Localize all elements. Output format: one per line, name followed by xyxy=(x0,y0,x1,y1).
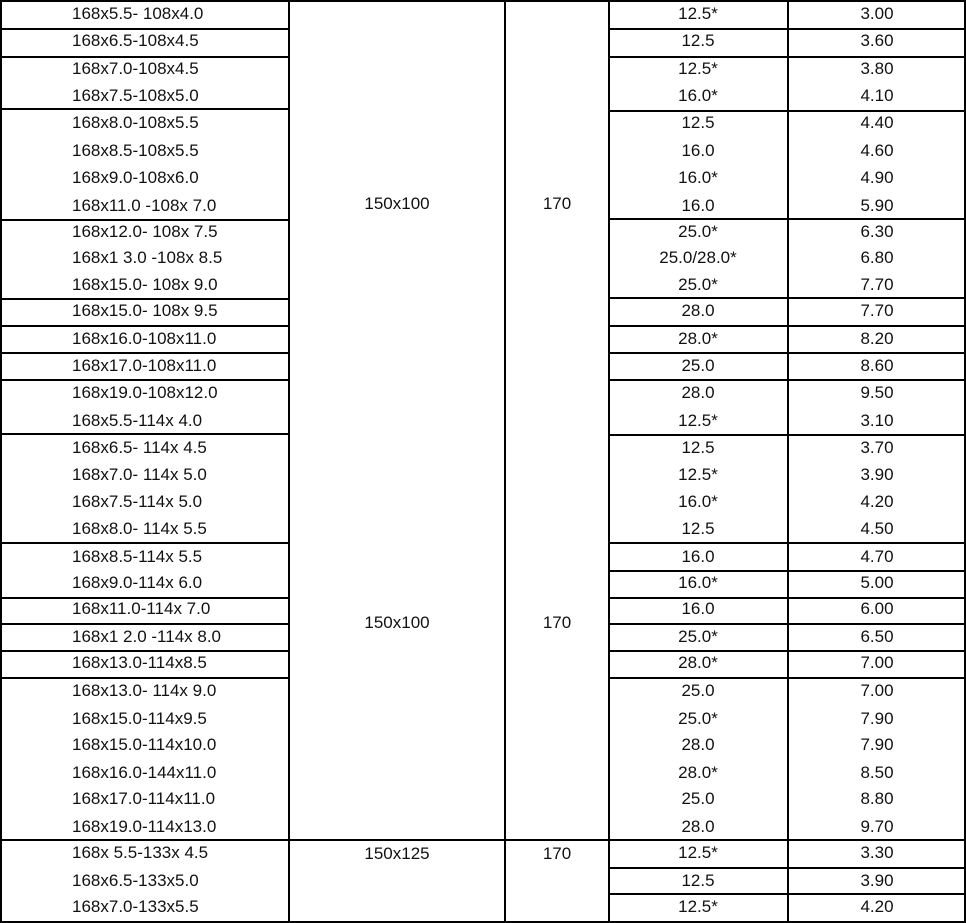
table-border-left xyxy=(0,0,2,922)
row-divider xyxy=(0,56,289,58)
row-divider xyxy=(608,218,966,220)
mass-cell: 3.30 xyxy=(860,843,894,862)
angle-cell: 12.5* xyxy=(678,843,718,862)
table-border-right xyxy=(964,0,966,922)
angle-cell: 12.5* xyxy=(678,59,718,78)
mass-cell: 4.70 xyxy=(860,547,894,566)
row-divider xyxy=(608,650,966,652)
size-cell: 168x7.0-108x4.5 xyxy=(72,59,199,78)
size-cell: 168x15.0-114x9.5 xyxy=(72,709,207,728)
row-divider xyxy=(0,298,289,300)
mass-cell: 4.20 xyxy=(860,492,894,511)
angle-cell: 12.5 xyxy=(681,519,715,538)
size-cell: 168x1 2.0 -114x 8.0 xyxy=(72,627,222,646)
mass-cell: 9.50 xyxy=(860,383,894,402)
size-cell: 168x13.0- 114x 9.0 xyxy=(72,681,217,700)
angle-cell: 12.5 xyxy=(681,871,715,890)
mass-cell: 4.90 xyxy=(860,168,894,187)
size-cell: 168x7.0-133x5.5 xyxy=(72,897,199,916)
mass-cell: 9.70 xyxy=(860,817,894,836)
row-divider xyxy=(0,352,289,354)
size-cell: 168x15.0-114x10.0 xyxy=(72,735,217,754)
mass-cell: 5.00 xyxy=(860,573,894,592)
angle-cell: 12.5 xyxy=(681,31,715,50)
angle-cell: 16.0 xyxy=(681,547,715,566)
angle-cell: 16.0* xyxy=(678,86,718,105)
mass-cell: 8.80 xyxy=(860,789,894,808)
angle-cell: 12.5* xyxy=(678,465,718,484)
size-cell: 168x11.0-114x 7.0 xyxy=(72,599,211,618)
angle-cell: 25.0 xyxy=(681,356,715,375)
row-divider xyxy=(608,542,966,544)
row-divider xyxy=(608,110,966,112)
group-divider xyxy=(288,839,609,841)
flange-cell: 150x100 xyxy=(364,194,430,213)
size-cell: 168x 5.5-133x 4.5 xyxy=(72,843,209,862)
length-cell: 170 xyxy=(542,613,572,632)
size-cell: 168x7.5-114x 5.0 xyxy=(72,492,203,511)
angle-cell: 12.5* xyxy=(678,897,718,916)
angle-cell: 12.5 xyxy=(681,438,715,457)
angle-cell: 28.0 xyxy=(681,383,715,402)
size-cell: 168x12.0- 108x 7.5 xyxy=(72,222,218,241)
size-cell: 168x6.5-108x4.5 xyxy=(72,31,199,50)
mass-cell: 6.50 xyxy=(860,627,894,646)
mass-cell: 4.20 xyxy=(860,897,894,916)
row-divider xyxy=(608,28,966,30)
size-cell: 168x17.0-114x11.0 xyxy=(72,789,216,808)
column-divider xyxy=(608,0,610,922)
row-divider xyxy=(0,219,289,221)
angle-cell: 25.0* xyxy=(678,709,718,728)
mass-cell: 3.10 xyxy=(860,411,894,430)
angle-cell: 12.5 xyxy=(681,113,715,132)
angle-cell: 25.0* xyxy=(678,222,718,241)
size-cell: 168x8.5-114x 5.5 xyxy=(72,547,203,566)
mass-cell: 7.00 xyxy=(860,653,894,672)
mass-cell: 3.90 xyxy=(860,871,894,890)
mass-cell: 3.80 xyxy=(860,59,894,78)
row-divider xyxy=(0,28,289,30)
size-cell: 168x11.0 -108x 7.0 xyxy=(72,196,217,215)
mass-cell: 7.70 xyxy=(860,301,894,320)
angle-cell: 12.5* xyxy=(678,411,718,430)
row-divider xyxy=(608,379,966,381)
mass-cell: 3.00 xyxy=(860,4,894,23)
row-divider xyxy=(0,325,289,327)
size-cell: 168x7.5-108x5.0 xyxy=(72,86,199,105)
row-divider xyxy=(0,108,289,110)
angle-cell: 25.0 xyxy=(681,789,715,808)
row-divider xyxy=(608,434,966,436)
angle-cell: 16.0 xyxy=(681,599,715,618)
size-cell: 168x19.0-114x13.0 xyxy=(72,817,217,836)
size-cell: 168x17.0-108x11.0 xyxy=(72,356,217,375)
size-cell: 168x9.0-114x 6.0 xyxy=(72,573,203,592)
angle-cell: 25.0* xyxy=(678,275,718,294)
mass-cell: 7.90 xyxy=(860,735,894,754)
mass-cell: 6.00 xyxy=(860,599,894,618)
size-cell: 168x5.5-114x 4.0 xyxy=(72,411,203,430)
flange-cell: 150x125 xyxy=(364,844,430,863)
row-divider xyxy=(608,867,966,869)
row-divider xyxy=(608,839,966,841)
flange-cell: 150x100 xyxy=(364,613,430,632)
angle-cell: 28.0 xyxy=(681,301,715,320)
mass-cell: 3.90 xyxy=(860,465,894,484)
mass-cell: 3.60 xyxy=(860,31,894,50)
row-divider xyxy=(608,597,966,599)
size-cell: 168x8.0-108x5.5 xyxy=(72,113,199,132)
mass-cell: 7.90 xyxy=(860,709,894,728)
row-divider xyxy=(0,379,289,381)
angle-cell: 16.0* xyxy=(678,492,718,511)
mass-cell: 6.80 xyxy=(860,248,894,267)
mass-cell: 3.70 xyxy=(860,438,894,457)
angle-cell: 28.0* xyxy=(678,763,718,782)
angle-cell: 25.0* xyxy=(678,627,718,646)
angle-cell: 16.0* xyxy=(678,573,718,592)
angle-cell: 16.0 xyxy=(681,141,715,160)
column-divider xyxy=(288,0,290,922)
size-cell: 168x6.5- 114x 4.5 xyxy=(72,438,207,457)
row-divider xyxy=(0,542,289,544)
row-divider xyxy=(608,352,966,354)
row-divider xyxy=(608,623,966,625)
angle-cell: 28.0* xyxy=(678,329,718,348)
length-cell: 170 xyxy=(542,194,572,213)
mass-cell: 4.50 xyxy=(860,519,894,538)
size-cell: 168x8.0- 114x 5.5 xyxy=(72,519,207,538)
mass-cell: 6.30 xyxy=(860,222,894,241)
size-cell: 168x1 3.0 -108x 8.5 xyxy=(72,248,223,267)
row-divider xyxy=(0,433,289,435)
mass-cell: 4.60 xyxy=(860,141,894,160)
size-cell: 168x8.5-108x5.5 xyxy=(72,141,199,160)
size-cell: 168x7.0- 114x 5.0 xyxy=(72,465,207,484)
row-divider xyxy=(0,623,289,625)
size-cell: 168x13.0-114x8.5 xyxy=(72,653,207,672)
angle-cell: 25.0/28.0* xyxy=(659,248,737,267)
angle-cell: 25.0 xyxy=(681,681,715,700)
table-border-top xyxy=(0,0,966,2)
size-cell: 168x16.0-108x11.0 xyxy=(72,329,217,348)
mass-cell: 7.00 xyxy=(860,681,894,700)
angle-cell: 28.0 xyxy=(681,817,715,836)
mass-cell: 7.70 xyxy=(860,275,894,294)
mass-cell: 8.50 xyxy=(860,763,894,782)
size-cell: 168x19.0-108x12.0 xyxy=(72,383,218,402)
mass-cell: 8.20 xyxy=(860,329,894,348)
column-divider xyxy=(787,0,789,922)
mass-cell: 4.10 xyxy=(860,86,894,105)
mass-cell: 4.40 xyxy=(860,113,894,132)
row-divider xyxy=(608,570,966,572)
angle-cell: 16.0 xyxy=(681,196,715,215)
angle-cell: 12.5* xyxy=(678,4,718,23)
size-cell: 168x16.0-144x11.0 xyxy=(72,763,217,782)
size-cell: 168x6.5-133x5.0 xyxy=(72,871,199,890)
size-cell: 168x15.0- 108x 9.0 xyxy=(72,275,218,294)
size-cell: 168x15.0- 108x 9.5 xyxy=(72,301,218,320)
size-cell: 168x5.5- 108x4.0 xyxy=(72,4,204,23)
row-divider xyxy=(608,677,966,679)
angle-cell: 28.0* xyxy=(678,653,718,672)
mass-cell: 8.60 xyxy=(860,356,894,375)
row-divider xyxy=(0,839,289,841)
row-divider xyxy=(608,325,966,327)
row-divider xyxy=(0,650,289,652)
length-cell: 170 xyxy=(542,844,572,863)
row-divider xyxy=(608,297,966,299)
row-divider xyxy=(0,677,289,679)
angle-cell: 28.0 xyxy=(681,735,715,754)
row-divider xyxy=(608,56,966,58)
column-divider xyxy=(504,0,506,922)
row-divider xyxy=(608,893,966,895)
angle-cell: 16.0* xyxy=(678,168,718,187)
size-cell: 168x9.0-108x6.0 xyxy=(72,168,199,187)
mass-cell: 5.90 xyxy=(860,196,894,215)
